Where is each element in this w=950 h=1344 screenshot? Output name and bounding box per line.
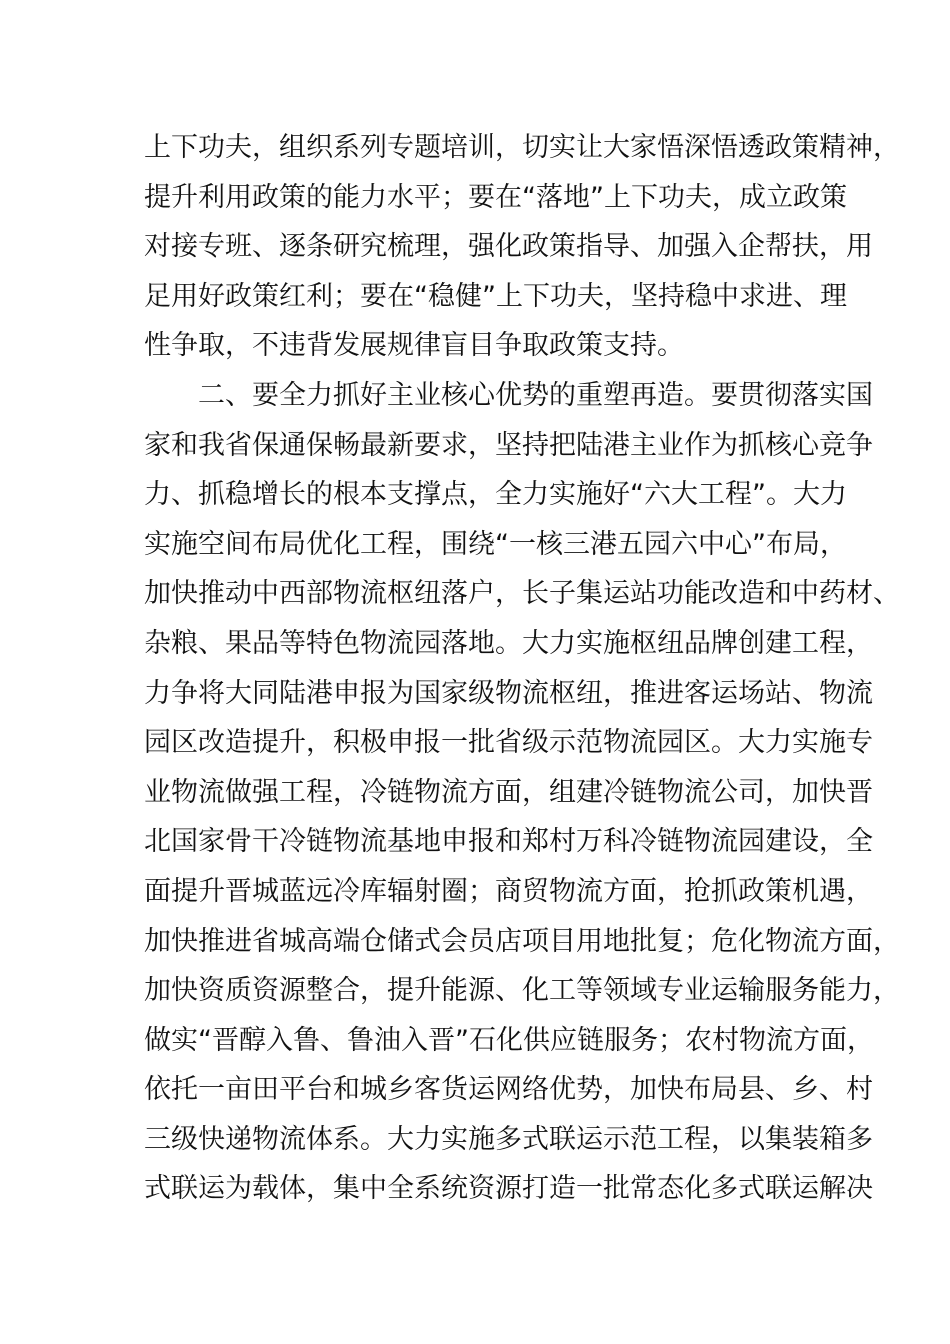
text-line: 加快推动中西部物流枢纽落户，长子集运站功能改造和中药材、: [144, 578, 900, 610]
text-line: 杂粮、果品等特色物流园落地。大力实施枢纽品牌创建工程，: [144, 627, 873, 659]
text-line: 业物流做强工程，冷链物流方面，组建冷链物流公司，加快晋: [144, 776, 873, 808]
text-line: 上下功夫，组织系列专题培训，切实让大家悟深悟透政策精神，: [144, 132, 900, 163]
text-line: 力、抓稳增长的根本支撑点，全力实施好“六大工程”。大力: [144, 479, 847, 511]
text-line: 家和我省保通保畅最新要求，坚持把陆港主业作为抓核心竞争: [144, 429, 873, 461]
text-line: 提升利用政策的能力水平；要在“落地”上下功夫，成立政策: [144, 181, 847, 213]
text-line: 式联运为载体，集中全系统资源打造一批常态化多式联运解决: [144, 1173, 873, 1205]
text-line: 面提升晋城蓝远冷库辐射圈；商贸物流方面，抢抓政策机遇，: [144, 875, 873, 907]
text-line: 园区改造提升，积极申报一批省级示范物流园区。大力实施专: [144, 727, 873, 759]
body-text: [144, 123, 900, 1214]
text-line: 对接专班、逐条研究梳理，强化政策指导、加强入企帮扶，用: [144, 231, 873, 263]
text-line: 三级快递物流体系。大力实施多式联运示范工程，以集装箱多: [144, 1123, 873, 1155]
text-line: 加快推进省城高端仓储式会员店项目用地批复；危化物流方面，: [144, 925, 900, 957]
text-line: 力争将大同陆港申报为国家级物流枢纽，推进客运场站、物流: [144, 677, 873, 709]
paragraph-start-line: 二、要全力抓好主业核心优势的重塑再造。要贯彻落实国: [198, 379, 873, 411]
text-line: 北国家骨干冷链物流基地申报和郑村万科冷链物流园建设，全: [144, 826, 873, 858]
text-line: 实施空间布局优化工程，围绕“一核三港五园六中心”布局，: [144, 528, 847, 560]
text-line: 依托一亩田平台和城乡客货运网络优势，加快布局县、乡、村: [144, 1074, 873, 1106]
text-line: 性争取，不违背发展规律盲目争取政策支持。: [144, 330, 684, 362]
text-line: 加快资质资源整合，提升能源、化工等领域专业运输服务能力，: [144, 975, 900, 1007]
text-line: 足用好政策红利；要在“稳健”上下功夫，坚持稳中求进、理: [144, 280, 847, 312]
text-line: 做实“晋醇入鲁、鲁油入晋”石化供应链服务；农村物流方面，: [144, 1024, 874, 1056]
